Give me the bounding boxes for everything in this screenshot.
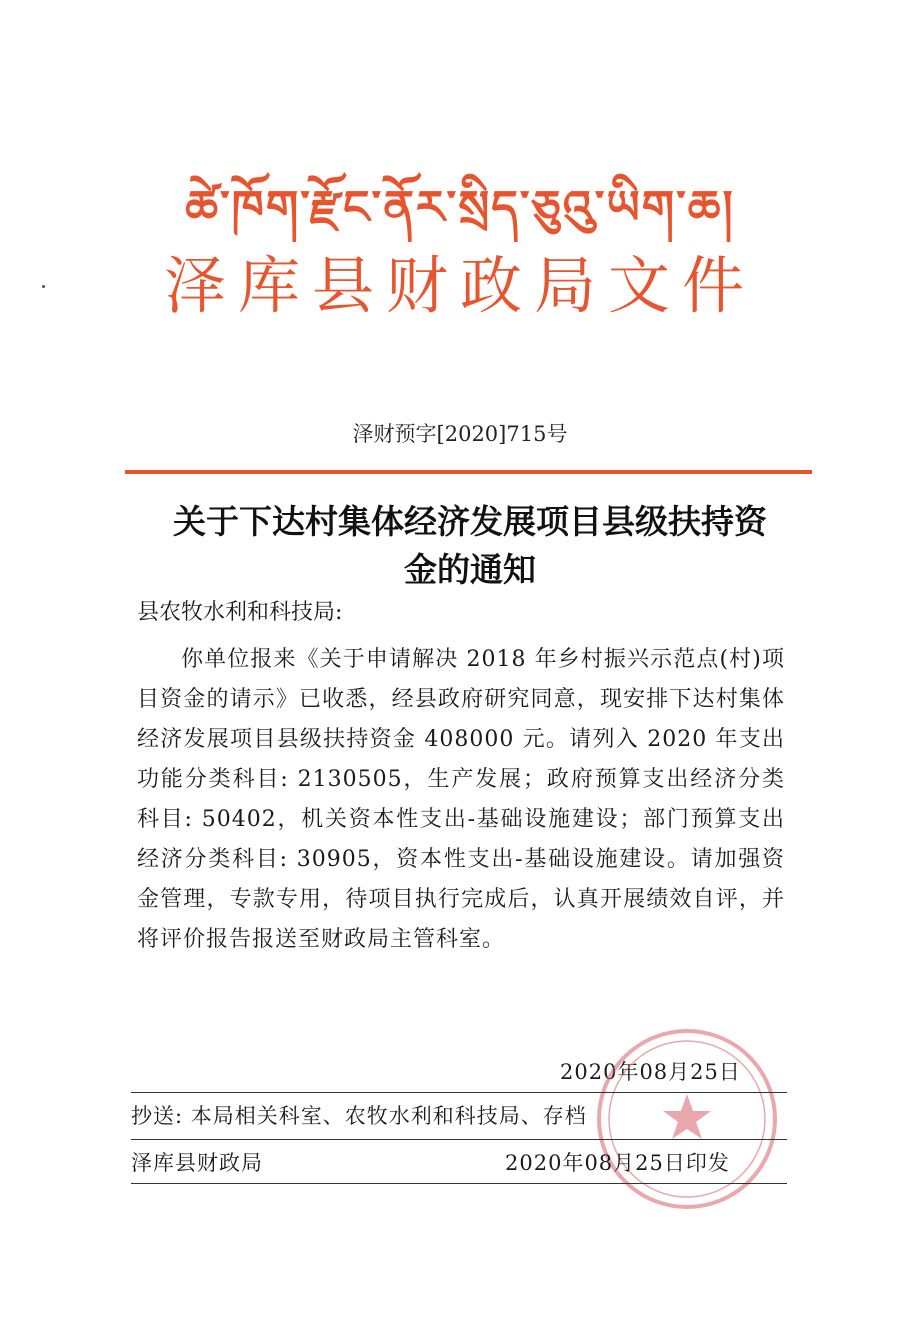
seal-star — [663, 1094, 711, 1139]
title-line-1: 关于下达村集体经济发展项目县级扶持资 — [173, 502, 767, 541]
document-title — [125, 498, 815, 594]
issue-date: 2020年08月25日印发 — [505, 1151, 730, 1175]
bureau-header: 泽库县财政局文件 — [163, 249, 756, 322]
issuer: 泽库县财政局 — [131, 1151, 263, 1175]
addressee: 县农牧水利和科技局: — [137, 600, 343, 625]
scan-speck — [42, 285, 45, 288]
footer-rule-bottom — [131, 1183, 787, 1184]
signature-date: 2020年08月25日 — [560, 1060, 741, 1084]
footer-rule-middle — [131, 1139, 787, 1140]
document-number: 泽财预字[2020]715号 — [352, 422, 568, 446]
official-seal — [592, 1024, 782, 1214]
footer-rule-top — [131, 1092, 787, 1093]
red-divider — [125, 470, 812, 474]
body-paragraph: 你单位报来《关于申请解决 2018 年乡村振兴示范点(村)项目资金的请示》已收悉，经县政府研究同意，现安排下达村集体经济发展项目县级扶持资金 408000 元。请列入 2020 年支出功能分类科目: 2130505，生产发展；政府预算支出经济分类科目: 50402，机关资本性支出-基础设施建设；部门预算支出经济分类科目: 30905，资本性支出-基础设施建设。请加强资金管理，专款专用，待项目执行完成后，认真开展绩效自评，并将评价报告报送至财政局主管科室。 — [137, 647, 785, 952]
title-line-2: 金的通知 — [404, 550, 536, 589]
cc-line: 抄送: 本局相关科室、农牧水利和科技局、存档 — [131, 1104, 587, 1128]
tibetan-header: ཚེ་ཁོག་རྫོང་ནོར་སྲིད་ཅུའུ་ཡིག་ཆ། — [185, 180, 735, 234]
